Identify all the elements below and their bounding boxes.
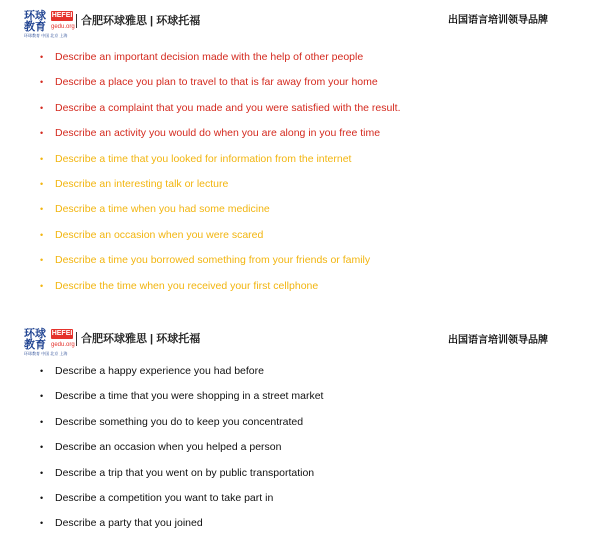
global-education-logo — [24, 10, 75, 38]
logo-url: gedu.org — [51, 342, 75, 348]
bullet-icon: • — [40, 128, 44, 139]
logo-slogan: 环球教育 中国 北京 上海 — [24, 351, 68, 356]
logo-text-line1: 环球 — [24, 10, 46, 22]
brand-tagline: 出国语言培训领导品牌 — [448, 335, 548, 346]
brand-tagline: 出国语言培训领导品牌 — [448, 15, 548, 26]
topic-text: Describe an activity you would do when you are along in you free time — [55, 127, 381, 140]
topic-text: Describe a time when you had some medicine — [55, 203, 270, 216]
topic-item — [0, 147, 604, 172]
topic-item — [0, 461, 604, 486]
brand-name: 合肥环球雅思 | 环球托福 — [81, 15, 201, 27]
bullet-icon: • — [40, 153, 44, 164]
bullet-icon: • — [40, 467, 44, 478]
bullet-icon: • — [40, 102, 44, 113]
topic-item — [0, 121, 604, 146]
topic-item — [0, 197, 604, 222]
topic-item — [0, 223, 604, 248]
topic-text: Describe a time you borrowed something from your friends or family — [55, 254, 371, 267]
topic-text: Describe an important decision made with the help of other people — [55, 51, 364, 63]
global-education-logo — [24, 328, 75, 356]
header-top — [0, 10, 604, 36]
topic-text: Describe a happy experience you had before — [55, 365, 264, 377]
topic-item — [0, 172, 604, 197]
bullet-icon: • — [40, 366, 44, 376]
logo-hefei-tag: HEFEI — [51, 330, 73, 337]
topic-text: Describe a party that you joined — [55, 517, 203, 530]
topic-text: Describe a time that you looked for information from the internet — [55, 152, 352, 165]
bullet-icon: • — [40, 280, 44, 291]
logo-hefei-tag: HEFEI — [51, 12, 73, 19]
bullet-icon: • — [40, 229, 44, 240]
topic-text: Describe an interesting talk or lecture — [55, 177, 229, 190]
topic-list-1 — [0, 45, 604, 299]
topic-list-2 — [0, 359, 604, 537]
topic-text: Describe a time that you were shopping in a street market — [55, 390, 324, 403]
topic-item — [0, 70, 604, 95]
topic-item — [0, 486, 604, 511]
topic-item — [0, 435, 604, 460]
header-bottom — [0, 328, 604, 354]
topic-text: Describe a competition you want to take part in — [55, 491, 274, 504]
bullet-icon: • — [40, 492, 44, 503]
bullet-icon: • — [40, 77, 44, 88]
header-divider — [76, 332, 77, 346]
bullet-icon: • — [40, 52, 44, 62]
bullet-icon: • — [40, 255, 44, 266]
brand-name: 合肥环球雅思 | 环球托福 — [81, 333, 201, 345]
bullet-icon: • — [40, 178, 44, 189]
bullet-icon: • — [40, 442, 44, 453]
topic-text: Describe an occasion when you were scared — [55, 228, 264, 241]
topic-text: Describe something you do to keep you concentrated — [55, 415, 304, 428]
topic-item — [0, 96, 604, 121]
topic-item — [0, 45, 604, 70]
topic-item — [0, 274, 604, 299]
bullet-icon: • — [40, 518, 44, 529]
header-divider — [76, 14, 77, 28]
topic-item — [0, 410, 604, 435]
logo-url: gedu.org — [51, 24, 75, 30]
logo-slogan: 环球教育 中国 北京 上海 — [24, 33, 68, 38]
logo-text-line2: 教育 — [24, 339, 46, 351]
topic-text: Describe an occasion when you helped a person — [55, 441, 282, 454]
topic-text: Describe the time when you received your first cellphone — [55, 279, 319, 292]
topic-text: Describe a complaint that you made and you were satisfied with the result. — [55, 101, 401, 114]
topic-item — [0, 248, 604, 273]
topic-text: Describe a place you plan to travel to that is far away from your home — [55, 76, 378, 89]
bullet-icon: • — [40, 416, 44, 427]
topic-item — [0, 511, 604, 536]
topic-text: Describe a trip that you went on by public transportation — [55, 466, 315, 479]
bullet-icon: • — [40, 391, 44, 402]
bullet-icon: • — [40, 204, 44, 215]
topic-item — [0, 359, 604, 384]
logo-text-line2: 教育 — [24, 21, 46, 33]
logo-text-line1: 环球 — [24, 328, 46, 340]
topic-item — [0, 384, 604, 409]
